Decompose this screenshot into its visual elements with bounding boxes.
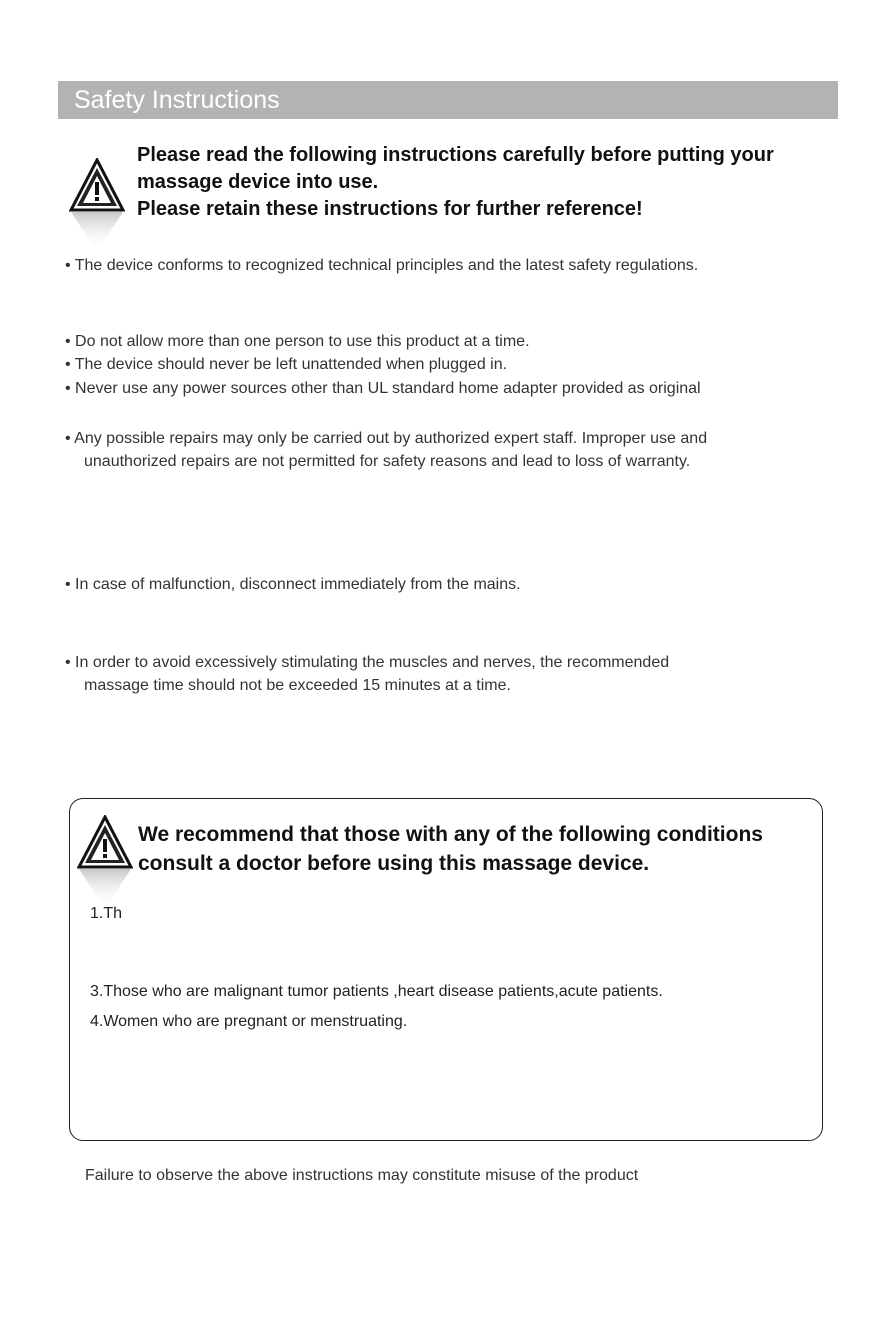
footer-note: Failure to observe the above instructions may constitute misuse of the product bbox=[85, 1167, 639, 1184]
bullet-item: • In case of malfunction, disconnect immediately from the mains. bbox=[65, 576, 521, 593]
section-header-bar bbox=[58, 81, 838, 119]
condition-item: 3.Those who are malignant tumor patients ,heart disease patients,acute patients. bbox=[90, 983, 663, 1000]
condition-item: 4.Women who are pregnant or menstruating. bbox=[90, 1013, 408, 1030]
condition-item: 1.Th bbox=[90, 905, 123, 922]
bullet-item: • Any possible repairs may only be carried out by authorized expert staff. Improper use and unauthorized repairs are not permitted for safety reasons and lead to loss of warranty. bbox=[65, 430, 708, 470]
warning-triangle-icon bbox=[69, 158, 125, 254]
intro-line: Please retain these instructions for further reference! bbox=[137, 198, 643, 220]
bullet-item: • The device conforms to recognized technical principles and the latest safety regulations. bbox=[65, 257, 699, 274]
intro-instructions bbox=[137, 142, 827, 223]
intro-line: massage device into use. bbox=[137, 171, 379, 193]
conditions-heading: We recommend that those with any of the following conditions consult a doctor before using this massage device. bbox=[138, 823, 763, 875]
bullet-item: • The device should never be left unattended when plugged in. bbox=[65, 356, 508, 373]
bullet-item: • Do not allow more than one person to use this product at a time. bbox=[65, 333, 530, 350]
bullet-item: • In order to avoid excessively stimulating the muscles and nerves, the recommended massage time should not be exceeded 15 minutes at a time. bbox=[65, 654, 670, 694]
intro-line: Please read the following instructions carefully before putting your bbox=[137, 144, 774, 166]
warning-triangle-icon bbox=[77, 815, 133, 911]
bullet-item: • Never use any power sources other than UL standard home adapter provided as original bbox=[65, 380, 701, 397]
section-title: Safety Instructions bbox=[74, 86, 280, 114]
